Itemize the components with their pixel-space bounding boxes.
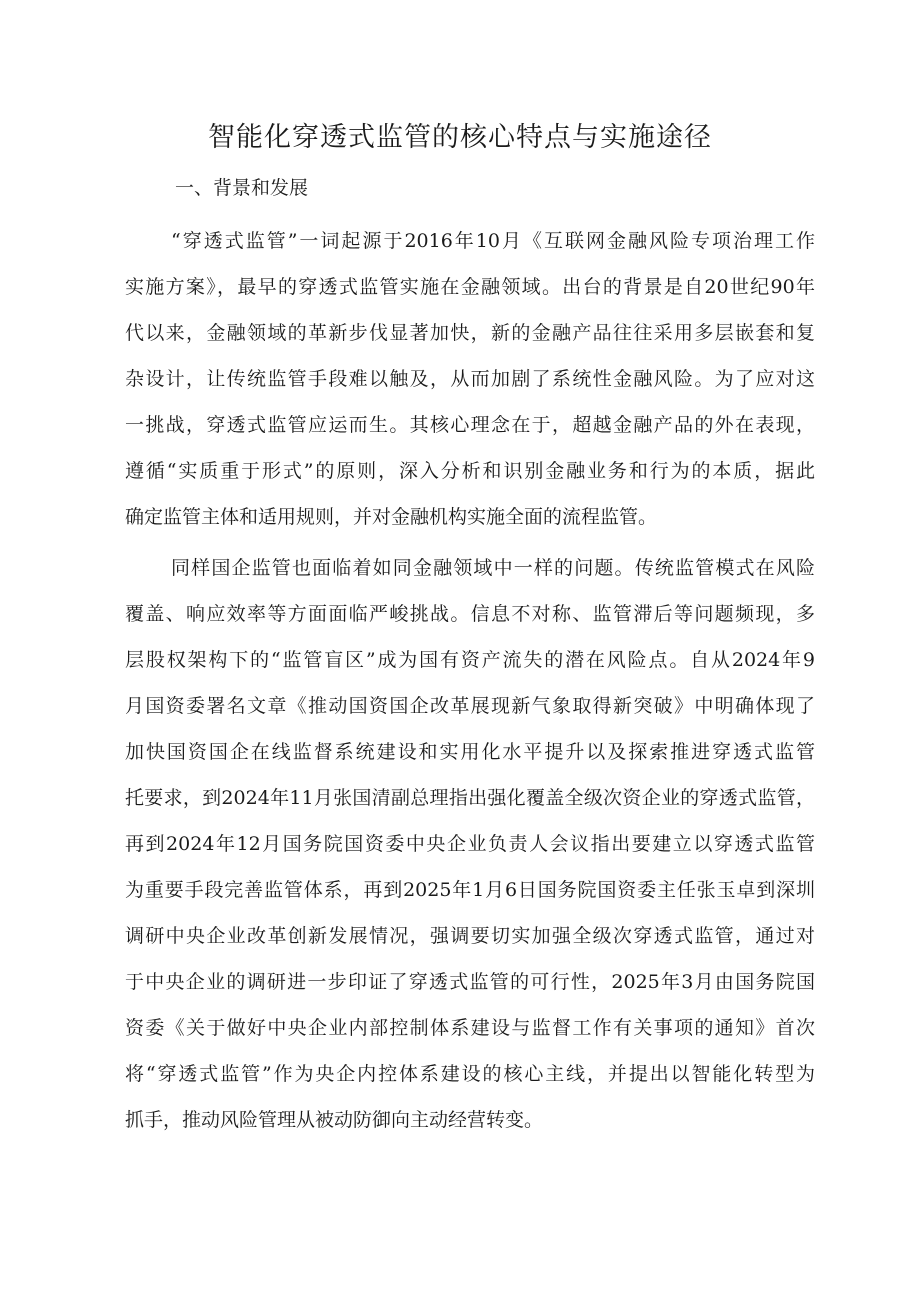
paragraph-line: 确定监管主体和适用规则，并对金融机构实施全面的流程监管。 (125, 506, 658, 528)
paragraph-line: 将“穿透式监管”作为央企内控体系建设的核心主线，并提出以智能化转型为 (125, 1063, 815, 1085)
paragraph-line: 代以来，金融领域的革新步伐显著加快，新的金融产品往往采用多层嵌套和复 (125, 322, 815, 344)
paragraph-line: 层股权架构下的“监管盲区”成为国有资产流失的潜在风险点。自从2024年9 (125, 649, 815, 671)
paragraph-line: 调研中央企业改革创新发展情况，强调要切实加强全级次穿透式监管，通过对 (125, 925, 815, 947)
paragraph-line: 加快国资国企在线监督系统建设和实用化水平提升以及探索推进穿透式监管 (125, 741, 815, 763)
paragraph-line: 覆盖、响应效率等方面面临严峻挑战。信息不对称、监管滞后等问题频现，多 (125, 603, 815, 625)
paragraph-line: “穿透式监管”一词起源于2016年10月《互联网金融风险专项治理工作 (171, 230, 815, 252)
paragraph-line: 于中央企业的调研进一步印证了穿透式监管的可行性，2025年3月由国务院国 (125, 971, 815, 993)
paragraph-line: 月国资委署名文章《推动国资国企改革展现新气象取得新突破》中明确体现了 (125, 695, 815, 717)
paragraph-line: 为重要手段完善监管体系，再到2025年1月6日国务院国资委主任张玉卓到深圳 (125, 879, 815, 901)
paragraph-line: 抓手，推动风险管理从被动防御向主动经营转变。 (125, 1109, 544, 1131)
paragraph-line: 同样国企监管也面临着如同金融领域中一样的问题。传统监管模式在风险 (171, 557, 815, 579)
paragraph-line: 遵循“实质重于形式”的原则，深入分析和识别金融业务和行为的本质，据此 (125, 460, 815, 482)
paragraph-line: 一挑战，穿透式监管应运而生。其核心理念在于，超越金融产品的外在表现， (125, 414, 815, 436)
paragraph-line: 资委《关于做好中央企业内部控制体系建设与监督工作有关事项的通知》首次 (125, 1017, 815, 1039)
paragraph-line: 再到2024年12月国务院国资委中央企业负责人会议指出要建立以穿透式监管 (125, 833, 815, 855)
paragraph-line: 实施方案》，最早的穿透式监管实施在金融领域。出台的背景是自20世纪90年 (125, 276, 815, 298)
section-heading: 一、背景和发展 (175, 177, 309, 199)
paragraph-1 (125, 218, 815, 540)
paragraph-line: 托要求，到2024年11月张国清副总理指出强化覆盖全级次资企业的穿透式监管， (125, 787, 815, 809)
document-title: 智能化穿透式监管的核心特点与实施途径 (208, 122, 712, 153)
paragraph-2 (125, 545, 815, 1143)
paragraph-line: 杂设计，让传统监管手段难以触及，从而加剧了系统性金融风险。为了应对这 (125, 368, 815, 390)
